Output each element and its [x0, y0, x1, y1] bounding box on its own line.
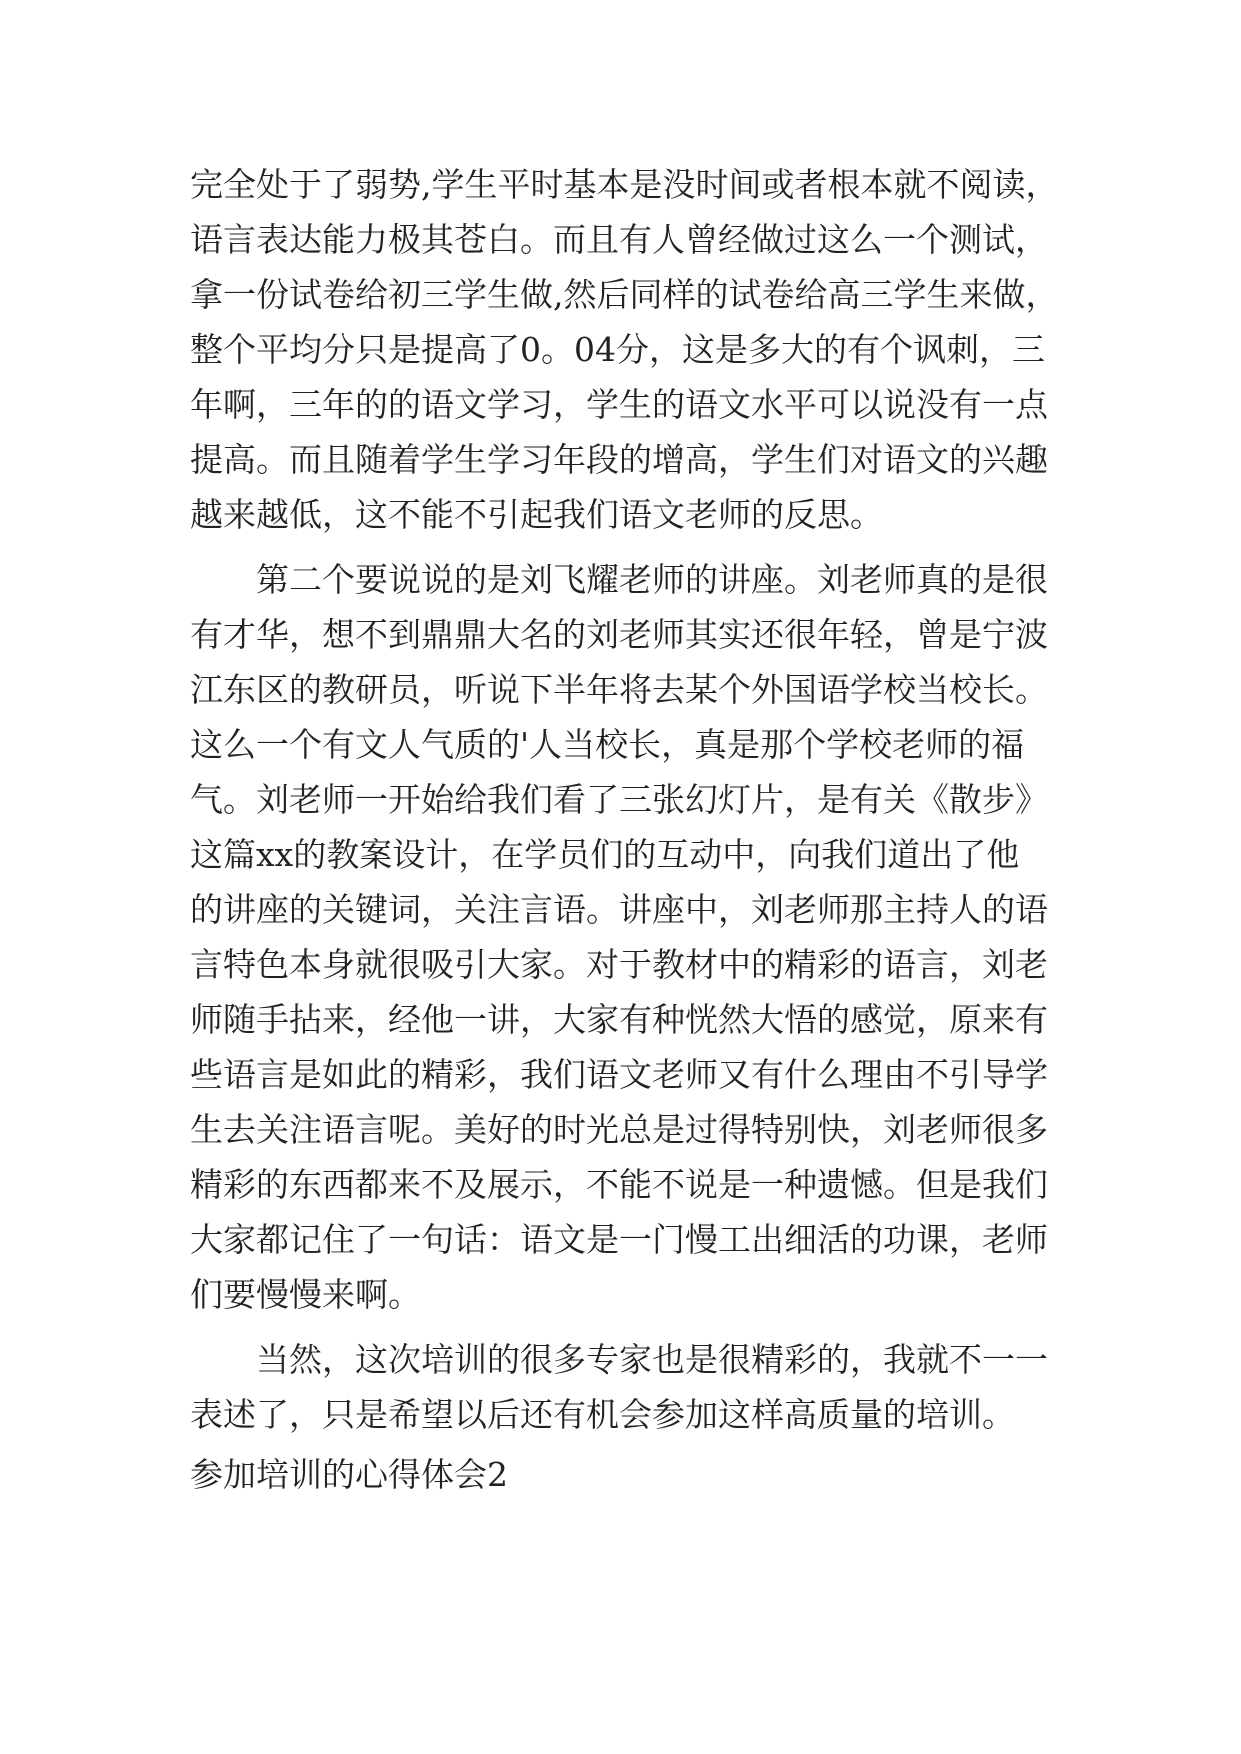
paragraph-3 [190, 1332, 1090, 1442]
section-heading: 参加培训的心得体会2 [190, 1455, 508, 1494]
text-line: 整个平均分只是提高了0。04分，这是多大的有个讽刺，三 [190, 330, 1045, 369]
text-line: 的讲座的关键词，关注言语。讲座中，刘老师那主持人的语 [190, 890, 1048, 929]
text-line: 这么一个有文人气质的'人当校长，真是那个学校老师的福 [190, 725, 1025, 764]
text-line: 拿一份试卷给初三学生做,然后同样的试卷给高三学生来做， [190, 275, 1059, 314]
text-line: 师随手拈来，经他一讲，大家有种恍然大悟的感觉，原来有 [190, 1000, 1048, 1039]
text-line: 大家都记住了一句话：语文是一门慢工出细活的功课，老师 [190, 1220, 1048, 1259]
text-line: 有才华，想不到鼎鼎大名的刘老师其实还很年轻，曾是宁波 [190, 615, 1048, 654]
text-line: 当然，这次培训的很多专家也是很精彩的，我就不一一 [190, 1340, 1048, 1379]
text-line: 这篇xx的教案设计，在学员们的互动中，向我们道出了他 [190, 835, 1020, 874]
text-line: 江东区的教研员，听说下半年将去某个外国语学校当校长。 [190, 670, 1048, 709]
text-line: 些语言是如此的精彩，我们语文老师又有什么理由不引导学 [190, 1055, 1048, 1094]
text-line: 完全处于了弱势,学生平时基本是没时间或者根本就不阅读， [190, 165, 1059, 204]
paragraph-1 [190, 157, 1090, 542]
text-line: 提高。而且随着学生学习年段的增高，学生们对语文的兴趣 [190, 440, 1048, 479]
text-line: 第二个要说说的是刘飞耀老师的讲座。刘老师真的是很 [190, 560, 1048, 599]
paragraph-spacer [190, 1322, 1090, 1332]
text-line: 气。刘老师一开始给我们看了三张幻灯片，是有关《散步》 [190, 780, 1048, 819]
text-line: 言特色本身就很吸引大家。对于教材中的精彩的语言，刘老 [190, 945, 1048, 984]
text-line: 语言表达能力极其苍白。而且有人曾经做过这么一个测试， [190, 220, 1048, 259]
document-body [190, 157, 1090, 1502]
text-line: 表述了，只是希望以后还有机会参加这样高质量的培训。 [190, 1395, 1015, 1434]
text-line: 精彩的东西都来不及展示，不能不说是一种遗憾。但是我们 [190, 1165, 1048, 1204]
paragraph-2 [190, 552, 1090, 1322]
text-line: 生去关注语言呢。美好的时光总是过得特别快，刘老师很多 [190, 1110, 1048, 1149]
text-line: 们要慢慢来啊。 [190, 1275, 421, 1314]
paragraph-spacer [190, 542, 1090, 552]
text-line: 越来越低，这不能不引起我们语文老师的反思。 [190, 495, 883, 534]
text-line: 年啊，三年的的语文学习，学生的语文水平可以说没有一点 [190, 385, 1048, 424]
